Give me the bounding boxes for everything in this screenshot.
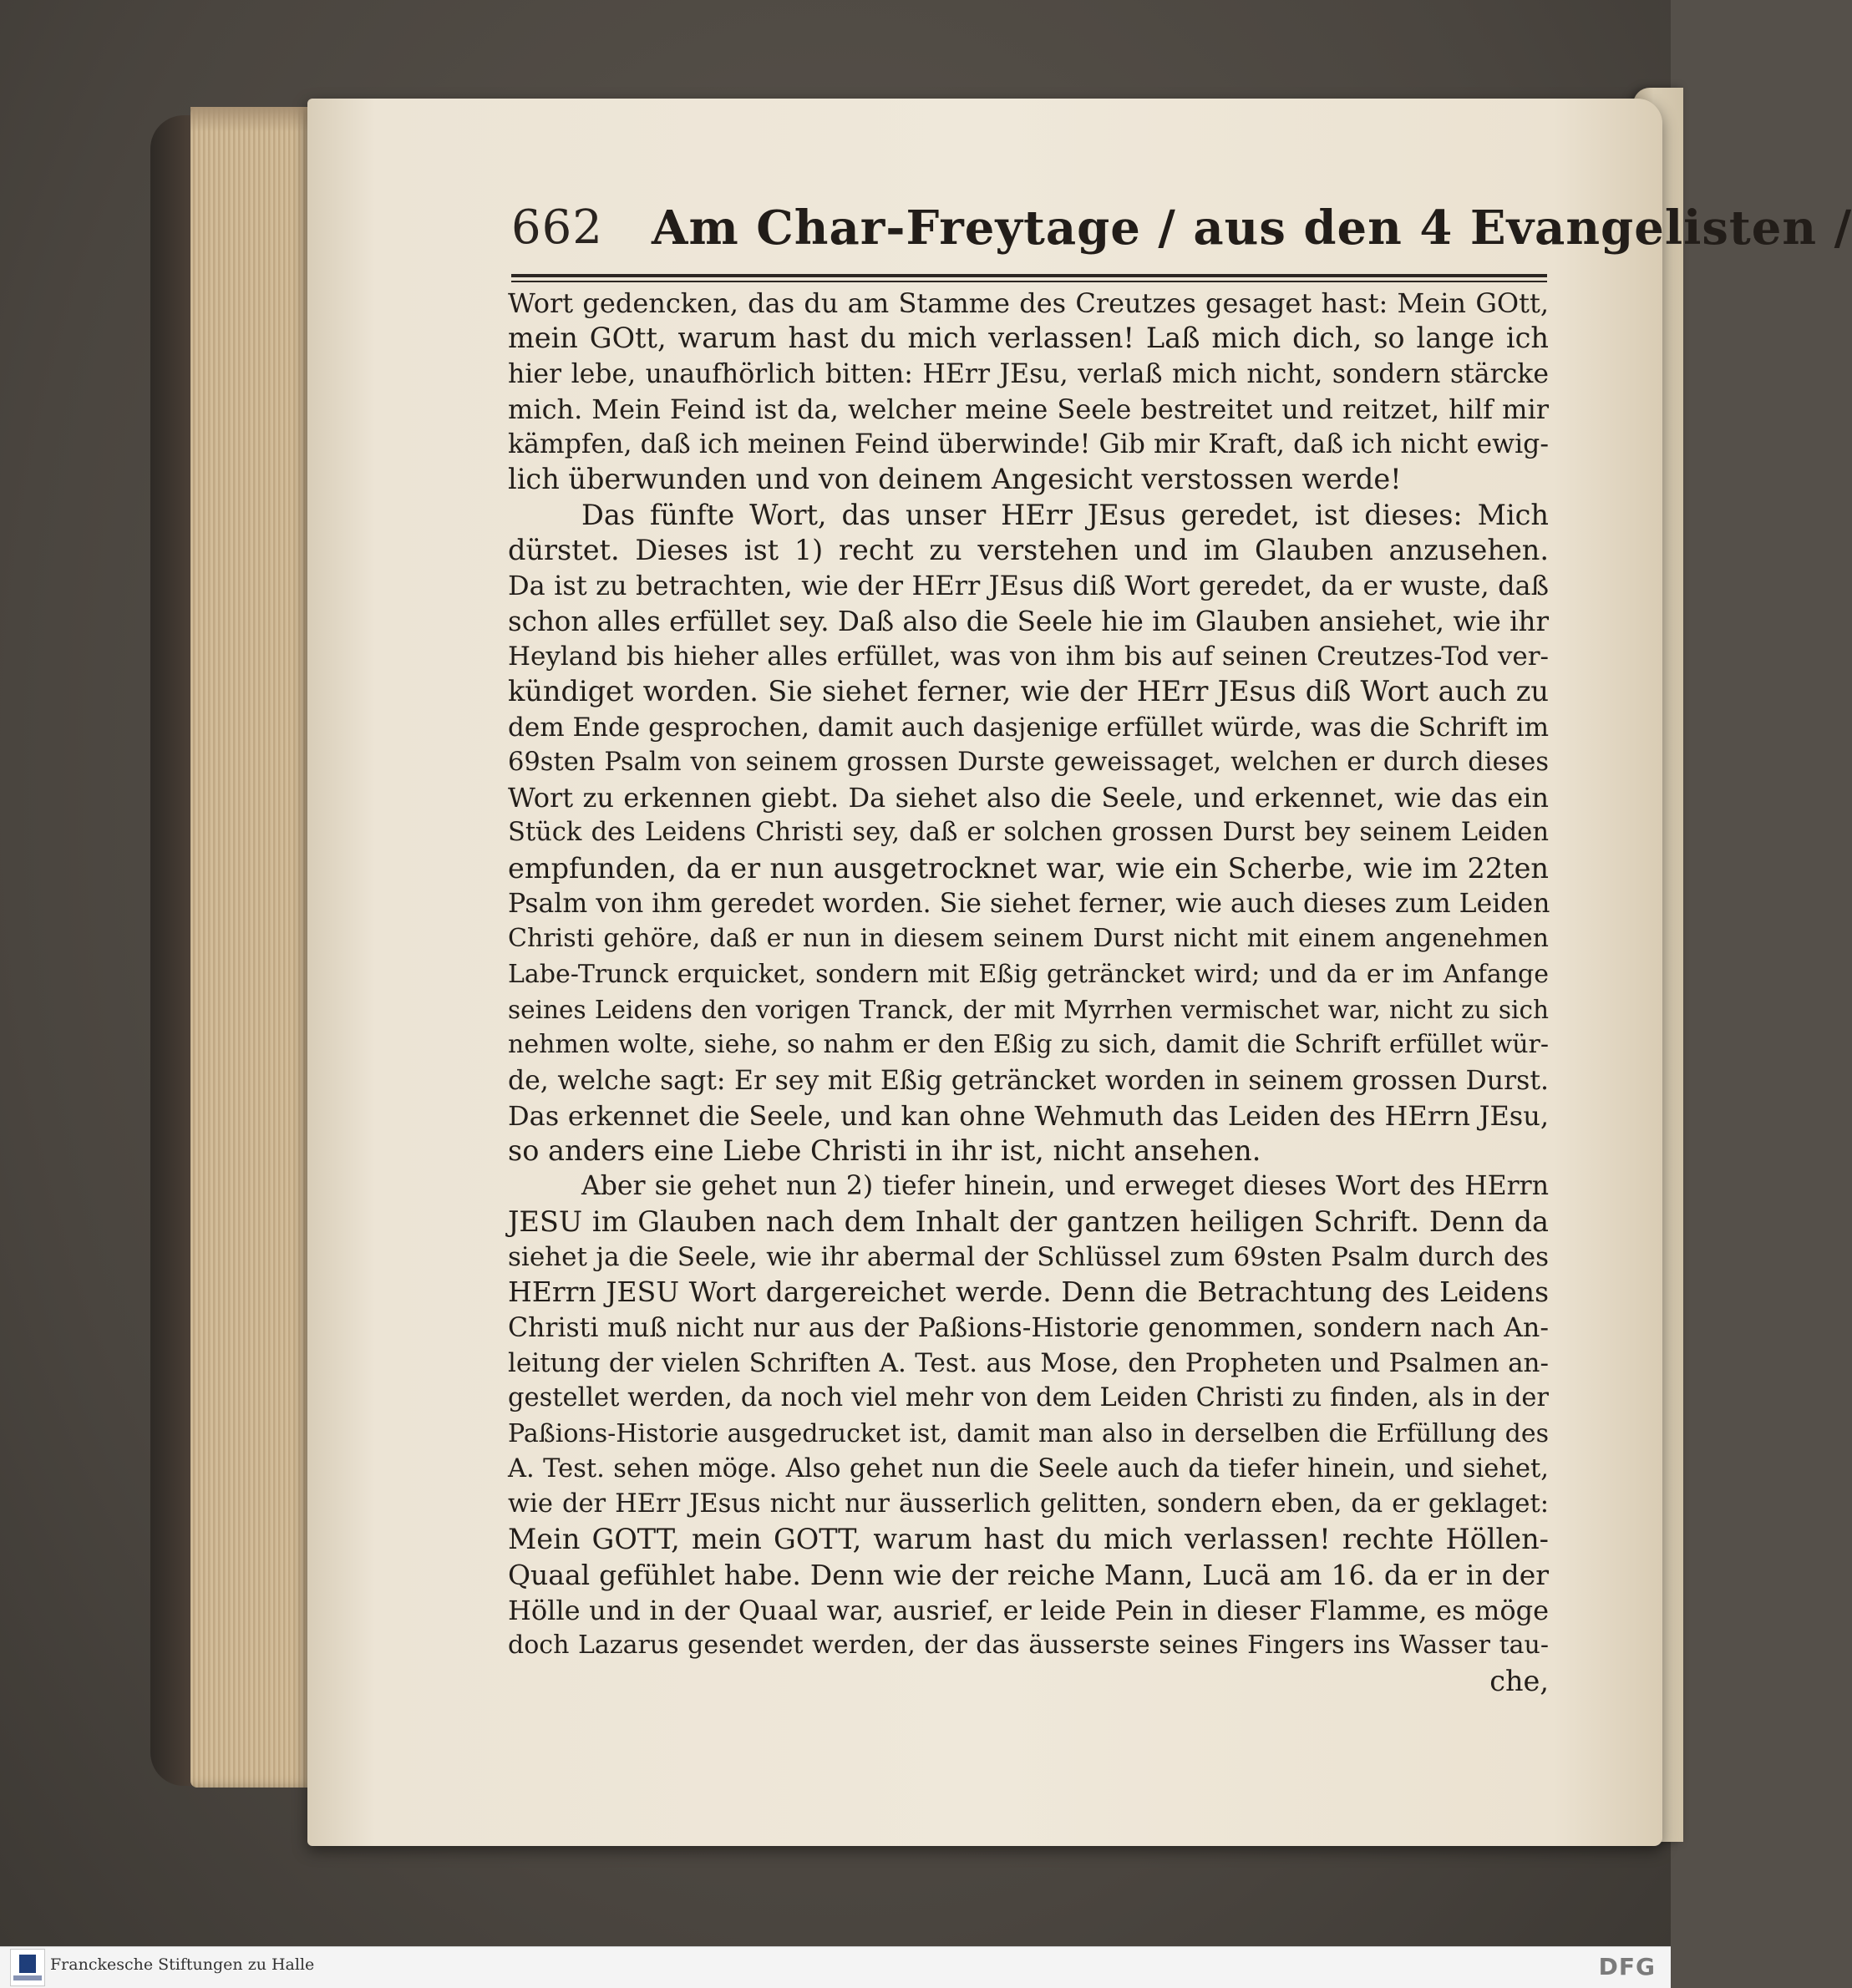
text-line: doch Lazarus gesendet werden, der das äusserste seines Fingers ins Wasser tau- bbox=[508, 1630, 1549, 1661]
institution-logo-caption-icon bbox=[13, 1975, 42, 1980]
text-line: Psalm von ihm geredet worden. Sie siehet ferner, wie auch dieses zum Leiden bbox=[508, 889, 1550, 920]
page-body bbox=[508, 286, 1549, 1699]
text-line: 69sten Psalm von seinem grossen Durste geweissaget, welchen er durch dieses bbox=[508, 747, 1549, 777]
text-line: de, welche sagt: Er sey mit Eßig geträncket worden in seinem grossen Durst. bbox=[508, 1065, 1549, 1096]
text-line: Wort gedencken, das du am Stamme des Creutzes gesaget hast: Mein GOtt, bbox=[508, 287, 1549, 319]
header-rule bbox=[511, 274, 1547, 277]
text-line: gestellet werden, da noch viel mehr von dem Leiden Christi zu finden, als in der bbox=[508, 1383, 1549, 1413]
text-line: Das erkennet die Seele, und kan ohne Wehmuth das Leiden des HErrn JEsu, bbox=[508, 1099, 1549, 1132]
text-line: wie der HErr JEsus nicht nur äusserlich gelitten, sondern eben, da er geklaget: bbox=[508, 1489, 1549, 1519]
text-line: JESU im Glauben nach dem Inhalt der gantzen heiligen Schrift. Denn da bbox=[508, 1204, 1549, 1238]
text-line: hier lebe, unaufhörlich bitten: HErr JEsu, verlaß mich nicht, sondern stärcke bbox=[508, 358, 1549, 389]
text-line: seines Leidens den vorigen Tranck, der mit Myrrhen vermischet war, nicht zu sich bbox=[508, 995, 1549, 1024]
text-line: lich überwunden und von deinem Angesicht verstossen werde! bbox=[508, 463, 1402, 496]
text-line: mein GOtt, warum hast du mich verlassen! Laß mich dich, so lange ich bbox=[508, 322, 1549, 355]
page-number: 662 bbox=[511, 200, 603, 255]
text-line: dürstet. Dieses ist 1) recht zu verstehen und im Glauben anzusehen. bbox=[508, 534, 1549, 567]
text-line: Wort zu erkennen giebt. Da siehet also die Seele, und erkennet, wie das ein bbox=[508, 782, 1549, 814]
dfg-logo[interactable]: DFG bbox=[1598, 1953, 1656, 1980]
text-line: Mein GOTT, mein GOTT, warum hast du mich verlassen! rechte Höllen- bbox=[508, 1523, 1549, 1556]
catchword: che, bbox=[1489, 1664, 1549, 1697]
text-line: Da ist zu betrachten, wie der HErr JEsus diß Wort geredet, da er wuste, daß bbox=[508, 570, 1549, 602]
institution-logo[interactable] bbox=[10, 1949, 45, 1986]
text-line: HErrn JESU Wort dargereichet werde. Denn die Betrachtung des Leidens bbox=[508, 1275, 1549, 1309]
text-line: mich. Mein Feind ist da, welcher meine Seele bestreitet und reitzet, hilf mir bbox=[508, 393, 1549, 425]
text-line: Christi gehöre, daß er nun in diesem seinem Durst nicht mit einem angenehmen bbox=[508, 924, 1549, 954]
text-line: A. Test. sehen möge. Also gehet nun die Seele auch da tiefer hinein, und siehet, bbox=[508, 1453, 1549, 1483]
text-line: leitung der vielen Schriften A. Test. aus Mose, den Propheten und Psalmen an- bbox=[508, 1347, 1549, 1378]
text-line: Aber sie gehet nun 2) tiefer hinein, und erweget dieses Wort des HErrn bbox=[581, 1171, 1549, 1202]
text-line: Paßions-Historie ausgedrucket ist, damit man also in derselben die Erfüllung des bbox=[508, 1418, 1549, 1448]
text-line: Das fünfte Wort, das unser HErr JEsus geredet, ist dieses: Mich bbox=[581, 498, 1549, 531]
text-line: empfunden, da er nun ausgetrocknet war, wie ein Scherbe, wie im 22ten bbox=[508, 851, 1549, 885]
text-line: Labe-Trunck erquicket, sondern mit Eßig geträncket wird; und da er im Anfange bbox=[508, 959, 1549, 989]
header-rule-thin bbox=[511, 281, 1547, 282]
text-line: schon alles erfüllet sey. Daß also die Seele hie im Glauben ansiehet, wie ihr bbox=[508, 605, 1549, 637]
text-line: siehet ja die Seele, wie ihr abermal der Schlüssel zum 69sten Psalm durch des bbox=[508, 1242, 1549, 1273]
text-line: Heyland bis hieher alles erfüllet, was von ihm bis auf seinen Creutzes-Tod ver- bbox=[508, 641, 1549, 672]
text-line: kündiget worden. Sie siehet ferner, wie der HErr JEsus diß Wort auch zu bbox=[508, 675, 1549, 708]
page-header bbox=[511, 200, 1852, 267]
text-line: Stück des Leidens Christi sey, daß er solchen grossen Durst bey seinem Leiden bbox=[508, 818, 1549, 848]
page-edges-shadow bbox=[190, 107, 314, 132]
text-line: kämpfen, daß ich meinen Feind überwinde! Gib mir Kraft, daß ich nicht ewig- bbox=[508, 429, 1549, 460]
text-line: Quaal gefühlet habe. Denn wie der reiche Mann, Lucä am 16. da er in der bbox=[508, 1558, 1549, 1591]
text-line: so anders eine Liebe Christi in ihr ist, nicht ansehen. bbox=[508, 1134, 1261, 1168]
page-edges bbox=[190, 107, 314, 1788]
running-head: Am Char-Freytage / aus den 4 Evangelisten / bbox=[652, 200, 1852, 256]
text-line: nehmen wolte, siehe, so nahm er den Eßig zu sich, damit die Schrift erfüllet wür- bbox=[508, 1030, 1549, 1060]
text-line: Christi muß nicht nur aus der Paßions-Historie genommen, sondern nach An- bbox=[508, 1312, 1549, 1343]
institution-name[interactable]: Franckesche Stiftungen zu Halle bbox=[50, 1955, 315, 1974]
text-line: dem Ende gesprochen, damit auch dasjenige erfüllet würde, was die Schrift im bbox=[508, 712, 1549, 743]
text-line: Hölle und in der Quaal war, ausrief, er leide Pein in dieser Flamme, es möge bbox=[508, 1594, 1549, 1626]
institution-logo-icon bbox=[19, 1955, 36, 1973]
